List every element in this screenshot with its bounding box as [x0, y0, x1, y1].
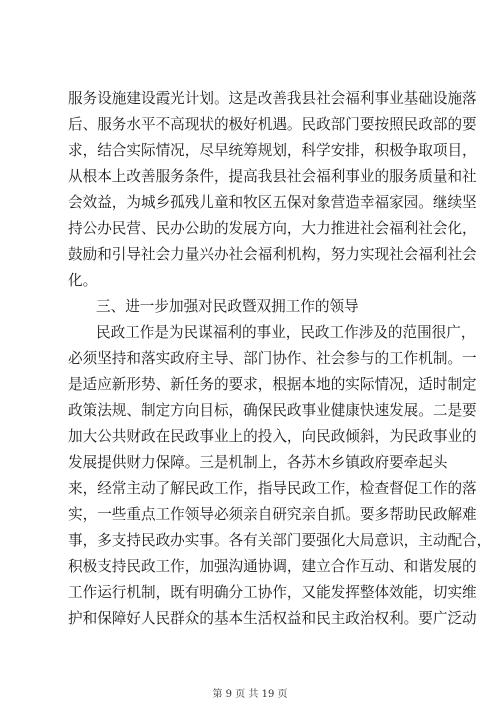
- text-line: 政策法规、制定方向目标，确保民政事业健康快速发展。二是要: [68, 402, 477, 419]
- text-line: 来，经常主动了解民政工作，指导民政工作，检查督促工作的落: [68, 480, 477, 497]
- text-line: 服务设施建设霞光计划。这是改善我县社会福利事业基础设施落: [68, 90, 477, 107]
- text-line: 持公办民营、民办公助的发展方向，大力推进社会福利社会化，: [68, 220, 477, 237]
- text-line: 必须坚持和落实政府主导、部门协作、社会参与的工作机制。一: [68, 350, 477, 367]
- text-line: 从根本上改善服务条件，提高我县社会福利事业的服务质量和社: [68, 168, 477, 185]
- text-line: 积极支持民政工作，加强沟通协调，建立合作互动、和谐发展的: [68, 558, 477, 575]
- text-line: 是适应新形势、新任务的要求，根据本地的实际情况，适时制定: [68, 376, 477, 393]
- text-line: 求，结合实际情况，尽早统筹规划，科学安排，积极争取项目，: [68, 142, 477, 159]
- text-line: 发展提供财力保障。三是机制上，各苏木乡镇政府要牵起头: [68, 454, 448, 471]
- text-line: 会效益，为城乡孤残儿童和牧区五保对象营造幸福家园。继续坚: [68, 194, 477, 211]
- text-line: 实，一些重点工作领导必须亲自研究亲自抓。要多帮助民政解难: [68, 506, 477, 523]
- text-line: 事，多支持民政办实事。各有关部门要强化大局意识，主动配合，: [68, 532, 492, 549]
- text-line: 后、服务水平不高现状的极好机遇。民政部门要按照民政部的要: [68, 116, 477, 133]
- text-line: 民政工作是为民谋福利的事业，民政工作涉及的范围很广，: [96, 324, 476, 341]
- text-line: 鼓励和引导社会力量兴办社会福利机构，努力实现社会福利社会: [68, 246, 477, 263]
- text-line: 三、进一步加强对民政暨双拥工作的领导: [96, 298, 359, 315]
- text-line: 化。: [68, 272, 98, 289]
- body-text: [68, 86, 492, 632]
- page-footer: 第 9 页 共 19 页: [212, 689, 288, 700]
- text-line: 工作运行机制，既有明确分工协作，又能发挥整体效能，切实维: [68, 584, 477, 601]
- text-line: 护和保障好人民群众的基本生活权益和民主政治权利。要广泛动: [68, 610, 477, 627]
- text-line: 加大公共财政在民政事业上的投入，向民政倾斜，为民政事业的: [68, 428, 477, 445]
